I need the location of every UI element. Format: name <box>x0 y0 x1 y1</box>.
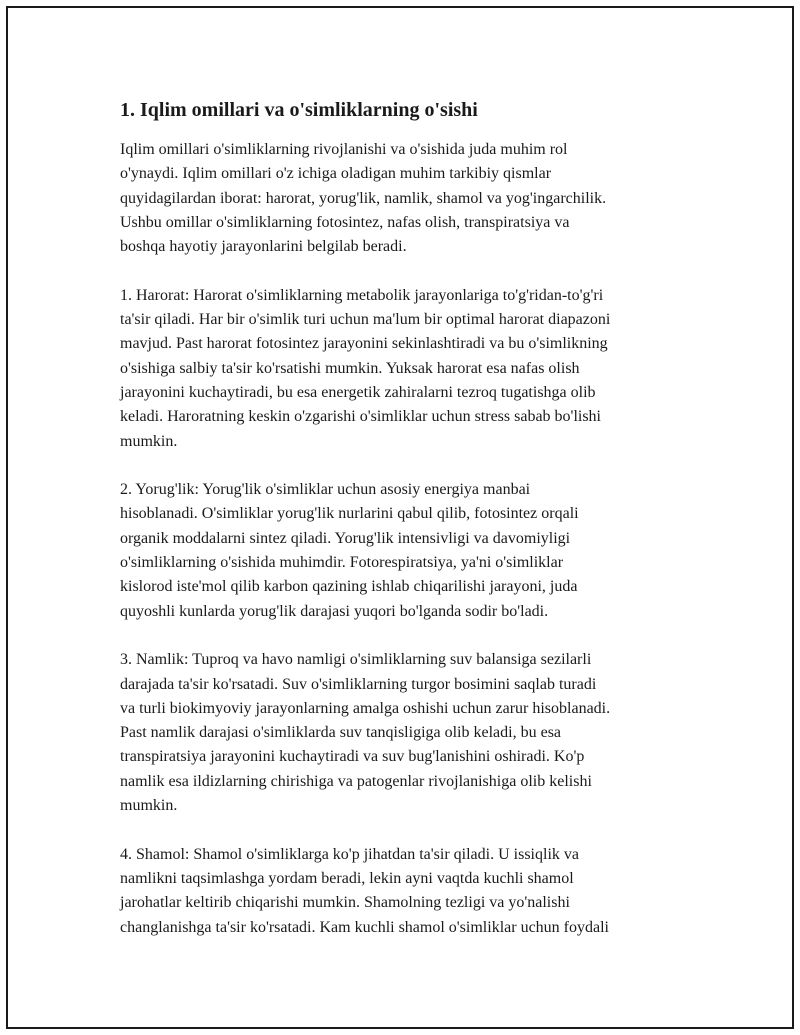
text-line: Past namlik darajasi o'simliklarda suv tanqisligiga olib keladi, bu esa <box>120 724 562 742</box>
page-frame <box>6 6 794 1029</box>
text-line: va turli biokimyoviy jarayonlarning amalga oshishi uchun zarur hisoblanadi. <box>120 699 611 717</box>
yoruglik-paragraph <box>120 478 700 624</box>
text-line: organik moddalarni sintez qiladi. Yorug'lik intensivligi va davomiyligi <box>120 529 571 547</box>
intro-paragraph <box>120 138 700 259</box>
text-line: 1. Harorat: Harorat o'simliklarning metabolik jarayonlariga to'g'ridan-to'g'ri <box>120 286 604 304</box>
text-line: 3. Namlik: Tuproq va havo namligi o'simliklarning suv balansiga sezilarli <box>120 651 592 669</box>
text-line: keladi. Haroratning keskin o'zgarishi o'simliklar uchun stress sabab bo'lishi <box>120 408 601 426</box>
text-line: quyoshli kunlarda yorug'lik darajasi yuqori bo'lganda sodir bo'ladi. <box>120 602 549 620</box>
text-line: o'sishiga salbiy ta'sir ko'rsatishi mumkin. Yuksak harorat esa nafas olish <box>120 359 580 377</box>
text-line: boshqa hayotiy jarayonlarini belgilab beradi. <box>120 238 407 256</box>
shamol-paragraph <box>120 843 700 940</box>
text-line: mumkin. <box>120 797 178 815</box>
text-line: 4. Shamol: Shamol o'simliklarga ko'p jihatdan ta'sir qiladi. U issiqlik va <box>120 845 579 863</box>
text-line: namlikni taqsimlashga yordam beradi, lekin ayni vaqtda kuchli shamol <box>120 869 574 887</box>
text-line: transpiratsiya jarayonini kuchaytiradi va suv bug'lanishini oshiradi. Ko'p <box>120 748 585 766</box>
text-line: darajada ta'sir ko'rsatadi. Suv o'simliklarning turgor bosimini saqlab turadi <box>120 675 597 693</box>
text-line: changlanishga ta'sir ko'rsatadi. Kam kuchli shamol o'simliklar uchun foydali <box>120 918 609 936</box>
text-line: Iqlim omillari o'simliklarning rivojlanishi va o'sishida juda muhim rol <box>120 141 568 158</box>
text-line: o'ynaydi. Iqlim omillari o'z ichiga oladigan muhim tarkibiy qismlar <box>120 165 552 183</box>
harorat-paragraph <box>120 284 700 454</box>
text-line: jarohatlar keltirib chiqarishi mumkin. Shamolning tezligi va yo'nalishi <box>120 894 570 912</box>
text-line: namlik esa ildizlarning chirishiga va patogenlar rivojlanishiga olib kelishi <box>120 772 592 790</box>
text-line: 2. Yorug'lik: Yorug'lik o'simliklar uchun asosiy energiya manbai <box>120 481 531 499</box>
text-line: hisoblanadi. O'simliklar yorug'lik nurlarini qabul qilib, fotosintez orqali <box>120 505 579 523</box>
text-line: kislorod iste'mol qilib karbon qazining ishlab chiqarilishi jarayoni, juda <box>120 578 578 596</box>
namlik-paragraph <box>120 648 700 818</box>
text-line: mumkin. <box>120 432 178 450</box>
text-line: jarayonini kuchaytiradi, bu esa energetik zahiralarni tezroq tugatishga olib <box>120 383 596 401</box>
document-body <box>120 96 700 964</box>
text-line: mavjud. Past harorat fotosintez jarayonini sekinlashtiradi va bu o'simlikning <box>120 335 608 353</box>
text-line: Ushbu omillar o'simliklarning fotosintez, nafas olish, transpiratsiya va <box>120 213 570 231</box>
text-line: o'simliklarning o'sishida muhimdir. Fotorespiratsiya, ya'ni o'simliklar <box>120 554 564 572</box>
text-line: quyidagilardan iborat: harorat, yorug'lik, namlik, shamol va yog'ingarchilik. <box>120 189 607 207</box>
text-line: ta'sir qiladi. Har bir o'simlik turi uchun ma'lum bir optimal harorat diapazoni <box>120 311 611 329</box>
document-title: 1. Iqlim omillari va o'simliklarning o'sishi <box>120 99 478 121</box>
